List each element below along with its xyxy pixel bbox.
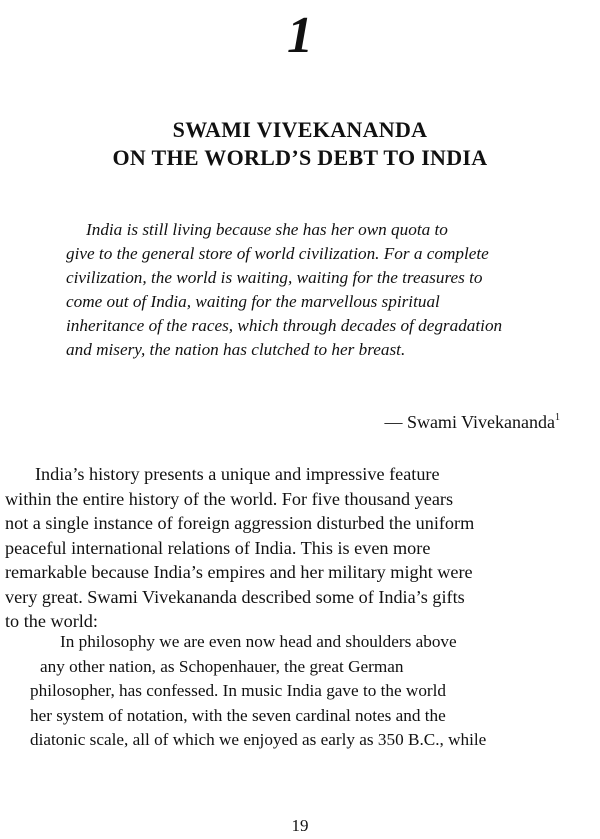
- quote-line: philosopher, has confessed. In music India gave to the world: [30, 681, 447, 700]
- footnote-marker[interactable]: 1: [555, 412, 560, 423]
- body-line: very great. Swami Vivekananda described some of India’s gifts: [5, 586, 465, 607]
- quote-line: her system of notation, with the seven cardinal notes and the: [30, 705, 446, 725]
- body-line: within the entire history of the world. For five thousand years: [5, 488, 454, 509]
- epigraph-line: inheritance of the races, which through decades of degradation: [66, 316, 503, 335]
- attribution-text: — Swami Vivekananda: [384, 412, 555, 432]
- epigraph-line: give to the general store of world civilization. For a complete: [66, 244, 489, 263]
- body-line: peaceful international relations of India. This is even more: [5, 537, 431, 558]
- body-line: India’s history presents a unique and impressive feature: [35, 464, 440, 484]
- chapter-title-line: ON THE WORLD’S DEBT TO INDIA: [112, 145, 488, 170]
- body-line: to the world:: [5, 611, 98, 631]
- chapter-number: 1: [287, 7, 313, 64]
- block-quote: [30, 630, 598, 753]
- page-number: 19: [291, 816, 309, 835]
- quote-line: any other nation, as Schopenhauer, the great German: [40, 656, 404, 676]
- epigraph-line: and misery, the nation has clutched to her breast.: [66, 340, 406, 359]
- body-paragraph: [5, 462, 597, 634]
- epigraph-line: come out of India, waiting for the marvellous spiritual: [66, 292, 440, 311]
- epigraph-line: India is still living because she has her own quota to: [86, 220, 448, 239]
- epigraph: [66, 218, 556, 362]
- epigraph-line: civilization, the world is waiting, waiting for the treasures to: [66, 268, 483, 287]
- quote-line: In philosophy we are even now head and shoulders above: [60, 632, 457, 651]
- body-line: remarkable because India’s empires and her military might were: [5, 562, 473, 582]
- chapter-title-line: SWAMI VIVEKANANDA: [172, 117, 428, 142]
- chapter-title: [0, 116, 600, 172]
- quote-line: diatonic scale, all of which we enjoyed as early as 350 B.C., while: [30, 730, 487, 749]
- body-line: not a single instance of foreign aggression disturbed the uniform: [5, 513, 475, 533]
- epigraph-attribution: [384, 406, 560, 434]
